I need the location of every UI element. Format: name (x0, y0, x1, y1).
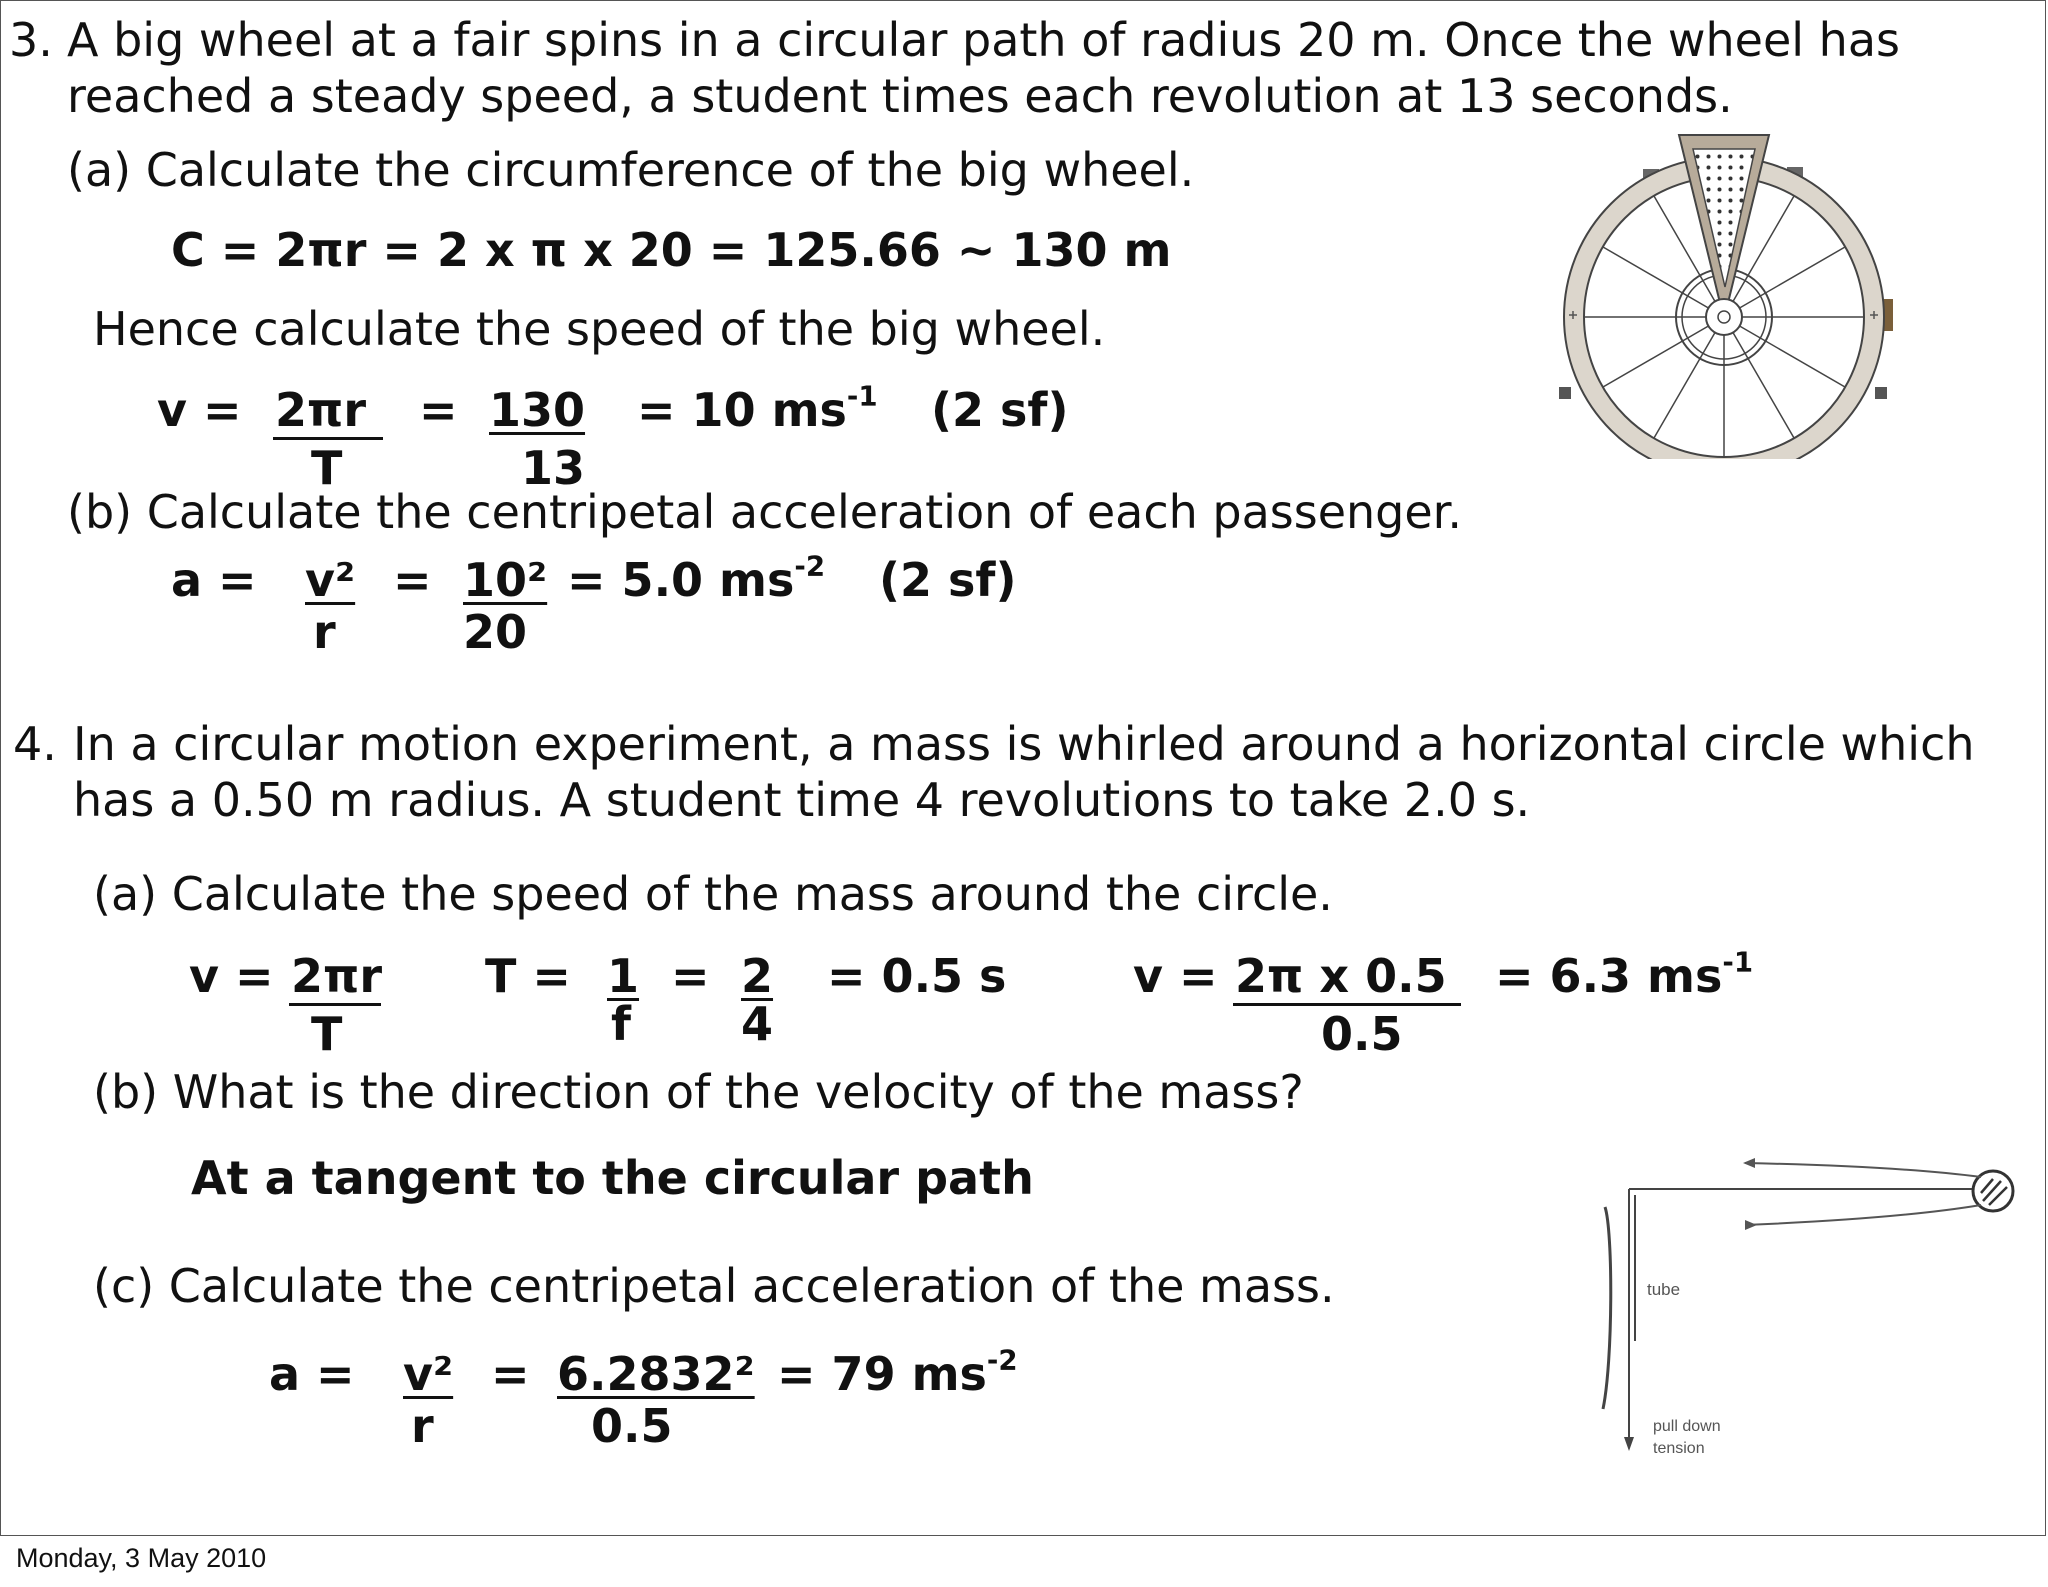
q4-accel-numerator: v² (403, 1347, 454, 1401)
q4-speed-result: = 6.3 $ms^{-1}$ (1495, 945, 1754, 1003)
q4a-question: (a) Calculate the speed of the mass around the circle. (93, 867, 1333, 921)
q3-number: 3. (9, 13, 53, 67)
q4b-question: (b) What is the direction of the velocity of the mass? (93, 1065, 1304, 1119)
q4c-question: (c) Calculate the centripetal acceleration of the mass. (93, 1259, 1335, 1313)
q4-speed-lhs: v = (1133, 949, 1218, 1003)
q3-accel-result: = 5.0 $ms^{-2}$ (567, 549, 826, 607)
q4-accel-lhs: a = (269, 1347, 355, 1401)
q4-period-numerator2: 2 (741, 949, 774, 1003)
q4-speed-formula-bar (289, 1003, 381, 1006)
whirling-mass-apparatus (1591, 1141, 2031, 1471)
q3-intro-line1: A big wheel at a fair spins in a circular path of radius 20 m. Once the wheel has (67, 13, 1900, 67)
q4-period-denominator2: 4 (741, 997, 774, 1051)
pull-down-label: pull down (1653, 1418, 1721, 1435)
q4-accel-equals: = (491, 1347, 530, 1401)
q3-speed-fraction-bar (273, 437, 383, 440)
q3-speed-denominator2: 13 (521, 441, 586, 495)
q3a-question: (a) Calculate the circumference of the big wheel. (67, 143, 1195, 197)
q3-speed-numerator2: 130 (489, 383, 586, 437)
q4-accel-denominator2: 0.5 (591, 1399, 673, 1453)
q4-intro-line2: has a 0.50 m radius. A student time 4 revolutions to take 2.0 s. (73, 773, 1531, 827)
q3-accel-denominator: r (313, 605, 336, 659)
q4b-answer: At a tangent to the circular path (191, 1151, 1034, 1205)
q4-period-equals: = (671, 949, 710, 1003)
q4-period-denominator: f (611, 997, 632, 1051)
q3-accel-lhs: a = (171, 553, 257, 607)
q4-accel-result: = 79 $ms^{-2}$ (777, 1343, 1018, 1401)
q4-speed-fraction-bar (1233, 1003, 1461, 1006)
q3-speed-result: = 10 $ms^{-1}$ (637, 379, 878, 437)
q3-speed-numerator: 2πr (275, 383, 367, 437)
q4-speed-formula-numerator: 2πr (291, 949, 383, 1003)
q3-speed-sig-figs: (2 sf) (931, 383, 1069, 437)
q3-speed-lhs: v = (157, 383, 242, 437)
q4-speed-formula-denominator: T (311, 1007, 343, 1061)
q3-accel-numerator: v² (305, 553, 356, 607)
q4-speed-formula-lhs: v = (189, 949, 274, 1003)
q4-period-lhs: T = (485, 949, 571, 1003)
q3-accel-sig-figs: (2 sf) (879, 553, 1017, 607)
q4-number: 4. (13, 717, 57, 771)
q3-hence-question: Hence calculate the speed of the big wheel. (93, 302, 1106, 356)
tube-label: tube (1647, 1280, 1681, 1299)
q4-accel-numerator2: 6.2832² (557, 1347, 755, 1401)
q4-speed-numerator: 2π x 0.5 (1235, 949, 1447, 1003)
q4-intro-line1: In a circular motion experiment, a mass is whirled around a horizontal circle which (73, 717, 1975, 771)
q3-accel-equals: = (393, 553, 432, 607)
q3-speed-equals: = (419, 383, 458, 437)
q3-intro-line2: reached a steady speed, a student times each revolution at 13 seconds. (67, 69, 1733, 123)
q3-accel-numerator2: 10² (463, 553, 548, 607)
footer-date: Monday, 3 May 2010 (16, 1543, 267, 1573)
q4-period-numerator: 1 (607, 949, 640, 1003)
big-wheel-illustration (1549, 129, 1899, 459)
q4-period-result: = 0.5 s (827, 949, 1007, 1003)
tension-label: tension (1653, 1440, 1705, 1457)
q4-accel-denominator: r (411, 1399, 434, 1453)
q3-accel-denominator2: 20 (463, 605, 528, 659)
q3b-question: (b) Calculate the centripetal acceleration of each passenger. (67, 485, 1462, 539)
q4-speed-denominator: 0.5 (1321, 1007, 1403, 1061)
q3-speed-denominator: T (311, 441, 343, 495)
q3a-answer: C = 2πr = 2 x π x 20 = 125.66 ~ 130 m (171, 223, 1172, 277)
